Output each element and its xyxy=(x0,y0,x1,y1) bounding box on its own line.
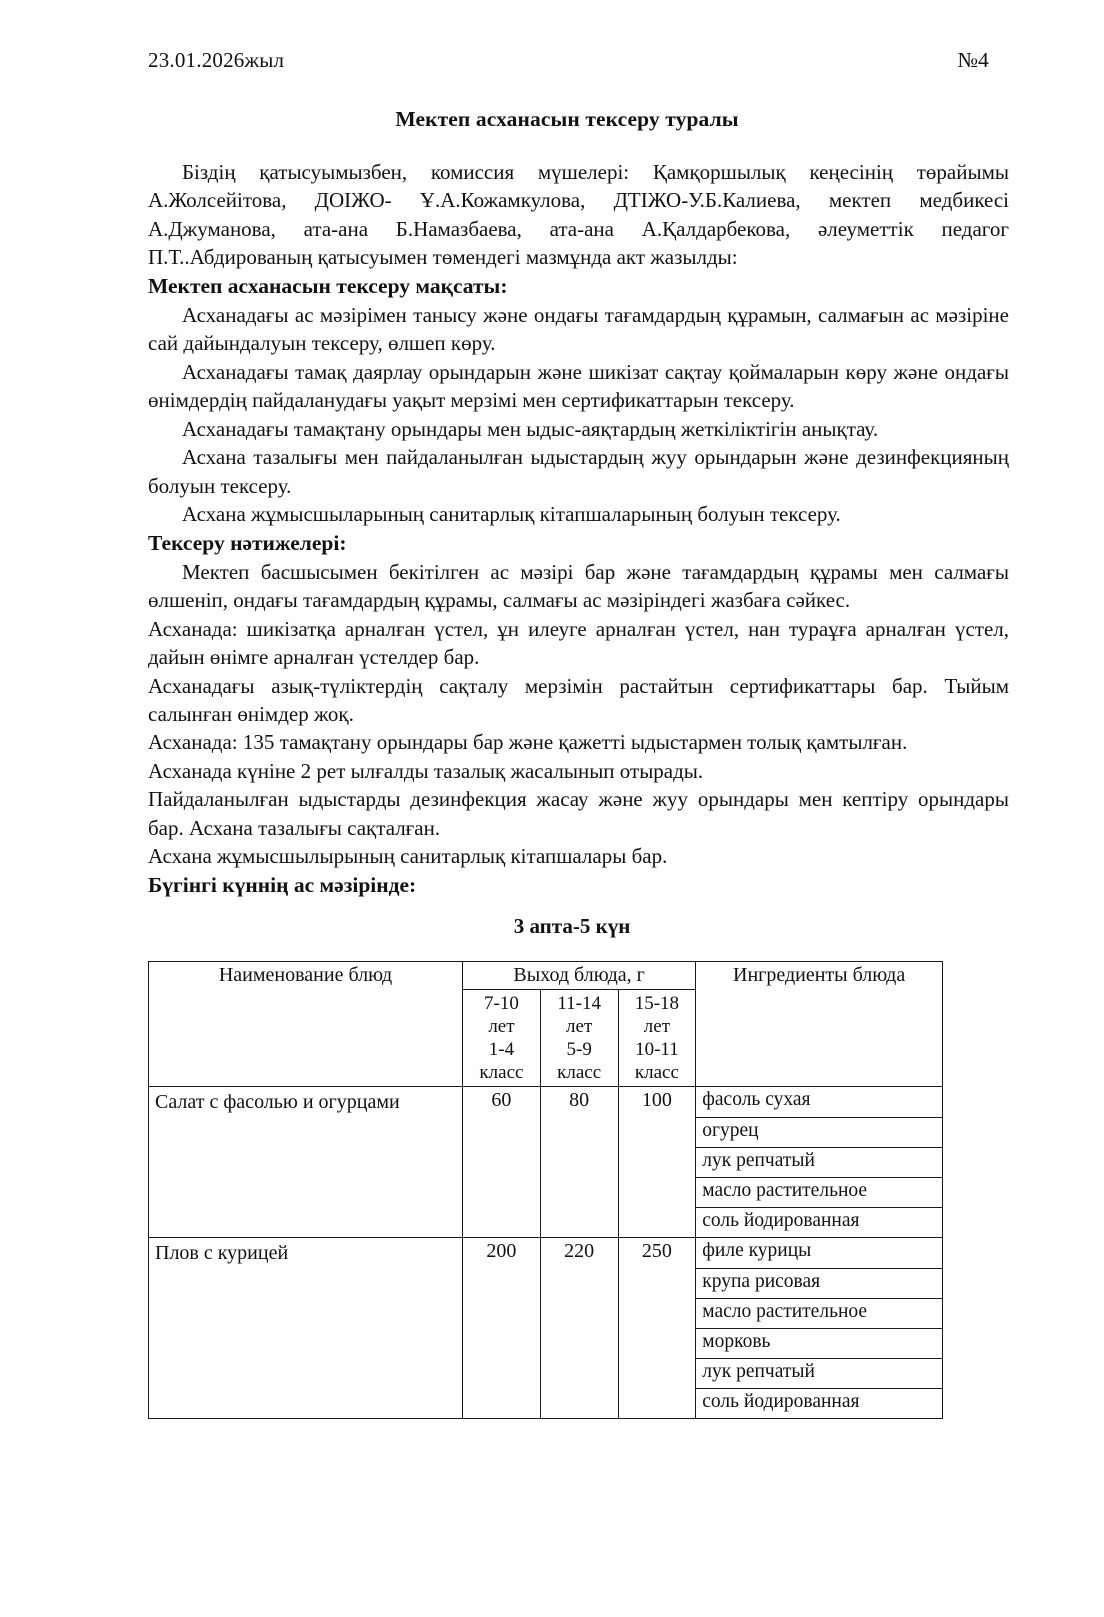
age-line: лет xyxy=(488,1015,515,1037)
header-age-7-10 xyxy=(463,989,541,1087)
dish-name-cont xyxy=(149,1298,463,1328)
table-row xyxy=(149,1087,943,1118)
menu-heading: Бүгінгі күннің ас мәзірінде: xyxy=(148,872,417,897)
header-age-11-14 xyxy=(540,989,618,1087)
results-heading: Тексеру нәтижелері: xyxy=(148,530,347,555)
amount-spacer xyxy=(463,1117,541,1147)
results-item: Мектеп басшысымен бекітілген ас мәзірі бар және тағамдардың құрамы мен салмағы өлшеніп, ондағы тағамдардың құрамы, салмағы ас мәзіріндегі жазбаға сәйкес. xyxy=(148,559,1009,613)
age-line: 5-9 xyxy=(566,1039,592,1061)
results-item: Асханада: 135 тамақтану орындары бар және қажетті ыдыстармен толық қамтылған. xyxy=(148,730,908,755)
dish-amount: 80 xyxy=(540,1087,618,1118)
menu-subtitle: 3 апта-5 күн xyxy=(513,913,631,938)
table-row xyxy=(149,1147,943,1177)
page-title: Мектеп асханасын тексеру туралы xyxy=(395,107,739,131)
table-header-row xyxy=(149,961,943,989)
amount-spacer xyxy=(618,1177,696,1207)
ingredient: масло растительное xyxy=(696,1177,943,1207)
ingredient: соль йодированная xyxy=(696,1388,943,1419)
ingredient: лук репчатый xyxy=(696,1358,943,1388)
dish-amount: 200 xyxy=(463,1238,541,1269)
header-output: Выход блюда, г xyxy=(463,961,696,989)
ingredient: масло растительное xyxy=(696,1298,943,1328)
age-line: 7-10 xyxy=(484,992,519,1014)
ingredient: филе курицы xyxy=(696,1238,943,1269)
table-row xyxy=(149,1328,943,1358)
table-row xyxy=(149,1117,943,1147)
age-line: 10-11 xyxy=(635,1039,679,1061)
table-row xyxy=(149,1238,943,1269)
document-date: 23.01.2026жыл xyxy=(148,48,285,72)
ingredient: соль йодированная xyxy=(696,1207,943,1238)
age-line: 11-14 xyxy=(557,992,601,1014)
purpose-item: Асхана жұмысшыларының санитарлық кітапшаларының болуын тексеру. xyxy=(182,502,841,527)
results-item: Асханадағы азық-түліктердің сақталу мерзімін растайтын сертификаттары бар. Тыйым салынған өнімдер жоқ. xyxy=(148,673,1009,726)
amount-spacer xyxy=(463,1207,541,1238)
age-line: лет xyxy=(566,1015,593,1037)
dish-amount: 250 xyxy=(618,1238,696,1269)
amount-spacer xyxy=(540,1358,618,1388)
dish-name-cont xyxy=(149,1268,463,1298)
dish-name-cont xyxy=(149,1328,463,1358)
dish-name: Плов с курицей xyxy=(149,1238,463,1269)
amount-spacer xyxy=(540,1268,618,1298)
age-line: 15-18 xyxy=(634,992,680,1014)
age-line: класс xyxy=(557,1062,602,1084)
purpose-item: Асхана тазалығы мен пайдаланылған ыдыстардың жуу орындарын және дезинфекцияның болуын тексеру. xyxy=(148,445,1009,498)
dish-name-cont xyxy=(149,1207,463,1238)
table-row xyxy=(149,1388,943,1419)
dish-amount: 60 xyxy=(463,1087,541,1118)
menu-table xyxy=(148,961,943,1420)
age-line: лет xyxy=(643,1015,670,1037)
dish-amount: 100 xyxy=(618,1087,696,1118)
purpose-item: Асханадағы тамақтану орындары мен ыдыс-аяқтардың жеткіліктігін анықтау. xyxy=(182,416,879,441)
amount-spacer xyxy=(463,1298,541,1328)
amount-spacer xyxy=(540,1388,618,1419)
document-number: №4 xyxy=(957,48,989,72)
amount-spacer xyxy=(618,1117,696,1147)
amount-spacer xyxy=(463,1147,541,1177)
dish-name-cont xyxy=(149,1358,463,1388)
amount-spacer xyxy=(463,1268,541,1298)
document-page xyxy=(0,48,1104,1617)
ingredient: крупа рисовая xyxy=(696,1268,943,1298)
results-item: Асханада: шикізатқа арналған үстел, ұн илеуге арналған үстел, нан тураұға арналған үстел, дайын өнімге арналған үстелдер бар. xyxy=(148,616,1009,670)
dish-name-cont xyxy=(149,1388,463,1419)
age-line: класс xyxy=(634,1062,679,1084)
dish-name-cont xyxy=(149,1147,463,1177)
ingredient: огурец xyxy=(696,1117,943,1147)
intro-paragraph: Біздің қатысуымызбен, комиссия мүшелері: Қамқоршылық кеңесінің төрайымы А.Жолсейітова, ДОІЖО- Ұ.А.Кожамкулова, ДТІЖО-У.Б.Калиева, мектеп медбикесі А.Джуманова, ата-ана Б.Намазбаева, ата-ана А.Қалдарбекова, әлеуметтік педагог П.Т..Абдированың қатысуымен төмендегі мазмұнда акт жазылды: xyxy=(148,160,1009,270)
amount-spacer xyxy=(618,1388,696,1419)
purpose-item: Асханадағы ас мәзірімен танысу және ондағы тағамдардың құрамын, салмағын ас мәзіріне сай дайындалуын тексеру, өлшеп көру. xyxy=(148,302,1009,356)
age-line: 1-4 xyxy=(488,1039,515,1061)
ingredient: лук репчатый xyxy=(696,1147,943,1177)
results-item: Асхана жұмысшылырының санитарлық кітапшалары бар. xyxy=(148,844,668,869)
header-dish-name: Наименование блюд xyxy=(149,961,463,1087)
amount-spacer xyxy=(618,1298,696,1328)
ingredient: фасоль сухая xyxy=(696,1087,943,1118)
header-ingredients: Ингредиенты блюда xyxy=(696,961,943,1087)
amount-spacer xyxy=(618,1358,696,1388)
table-row xyxy=(149,1207,943,1238)
amount-spacer xyxy=(463,1358,541,1388)
results-item: Асханада күніне 2 рет ылғалды тазалық жасалынып отырады. xyxy=(148,758,704,783)
amount-spacer xyxy=(540,1177,618,1207)
purpose-item: Асханадағы тамақ даярлау орындарын және шикізат сақтау қоймаларын көру және ондағы өнімдердің пайдаланудағы уақыт мерзімі мен сертификаттарын тексеру. xyxy=(148,359,1009,413)
amount-spacer xyxy=(540,1328,618,1358)
amount-spacer xyxy=(540,1298,618,1328)
dish-name-cont xyxy=(149,1177,463,1207)
table-row xyxy=(149,1298,943,1328)
dish-amount: 220 xyxy=(540,1238,618,1269)
amount-spacer xyxy=(463,1388,541,1419)
amount-spacer xyxy=(618,1147,696,1177)
document-body xyxy=(0,158,1104,900)
results-item: Пайдаланылған ыдыстарды дезинфекция жасау және жуу орындары мен кептіру орындары бар. Асхана тазалығы сақталған. xyxy=(148,787,1009,840)
amount-spacer xyxy=(463,1177,541,1207)
amount-spacer xyxy=(540,1117,618,1147)
document-header xyxy=(0,48,1104,73)
table-row xyxy=(149,1268,943,1298)
amount-spacer xyxy=(540,1207,618,1238)
table-row xyxy=(149,1358,943,1388)
ingredient: морковь xyxy=(696,1328,943,1358)
purpose-heading: Мектеп асханасын тексеру мақсаты: xyxy=(148,273,508,298)
header-age-15-18 xyxy=(618,989,696,1087)
amount-spacer xyxy=(618,1207,696,1238)
amount-spacer xyxy=(463,1328,541,1358)
dish-name: Салат с фасолью и огурцами xyxy=(149,1087,463,1118)
age-line: класс xyxy=(479,1062,524,1084)
amount-spacer xyxy=(540,1147,618,1177)
amount-spacer xyxy=(618,1328,696,1358)
dish-name-cont xyxy=(149,1117,463,1147)
table-row xyxy=(149,1177,943,1207)
amount-spacer xyxy=(618,1268,696,1298)
